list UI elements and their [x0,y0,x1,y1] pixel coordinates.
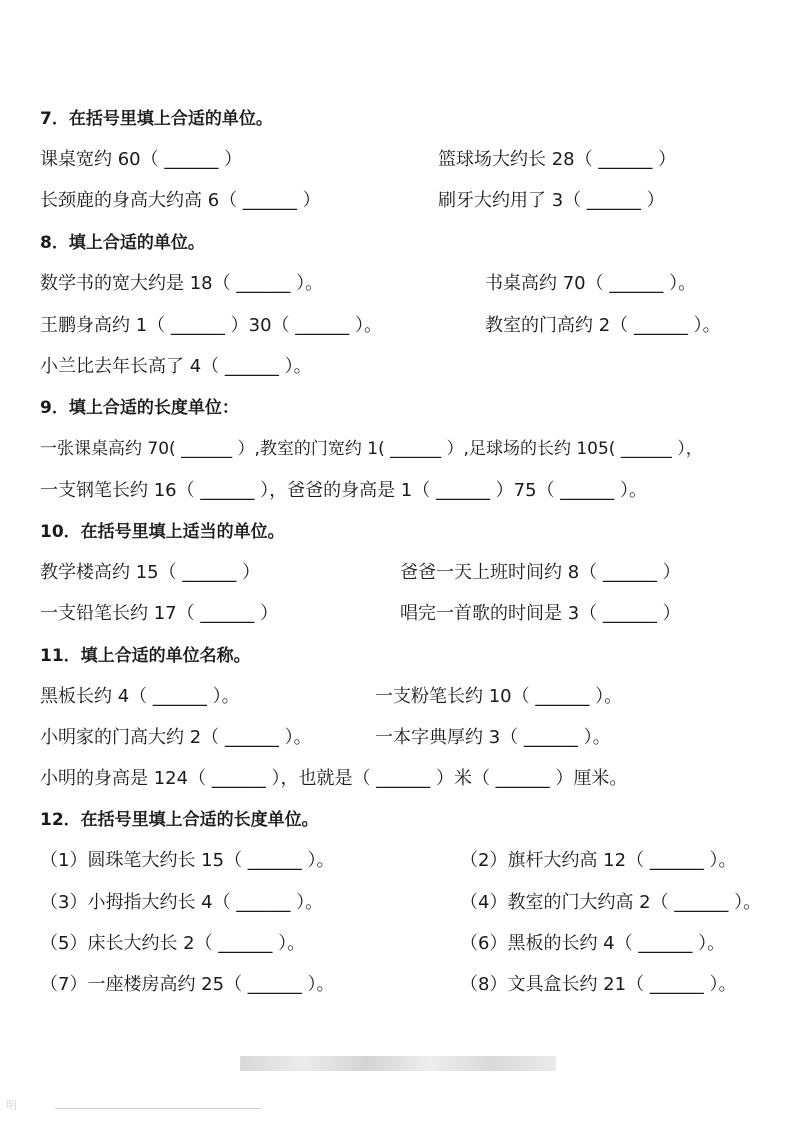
q10-item-a: 教学楼高约 15（ ______ ） [40,562,261,583]
q12-item-7: （7）一座楼房高约 25（ ______ ）。 [40,974,335,995]
q9-item-b: 一支钢笔长约 16（ ______ ），爸爸的身高是 1（ ______ ）75（ ______ ）。 [40,480,648,501]
q8-item-a: 数学书的宽大约是 18（ ______ ）。 [40,273,324,294]
q12-item-3: （3）小拇指大约长 4（ ______ ）。 [40,892,324,913]
q11-item-c: 小明家的门高大约 2（ ______ ）。 [40,727,312,748]
q12-item-2: （2）旗杆大约高 12（ ______ ）。 [460,850,737,871]
q10-item-d: 唱完一首歌的时间是 3（ ______ ） [400,603,681,624]
q12-item-8: （8）文具盒长约 21（ ______ ）。 [460,974,737,995]
q7-heading: 7．在括号里填上合适的单位。 [40,109,273,129]
q8-item-c: 王鹏身高约 1（ ______ ）30（ ______ ）。 [40,315,382,336]
q11-item-e: 小明的身高是 124（ ______ ），也就是（ ______ ）米（ ______ ）厘米。 [40,768,628,789]
q12-item-4: （4）教室的门大约高 2（ ______ ）。 [460,892,762,913]
q12-heading: 12．在括号里填上合适的长度单位。 [40,810,319,830]
q10-heading: 10．在括号里填上适当的单位。 [40,522,285,542]
q11-item-a: 黑板长约 4（ ______ ）。 [40,686,240,707]
q11-heading: 11．填上合适的单位名称。 [40,646,251,666]
q8-item-b: 书桌高约 70（ ______ ）。 [485,273,697,294]
q12-item-1: （1）圆珠笔大约长 15（ ______ ）。 [40,850,335,871]
q11-item-b: 一支粉笔长约 10（ ______ ）。 [375,686,623,707]
q9-heading: 9．填上合适的长度单位： [40,398,239,418]
q12-item-5: （5）床长大约长 2（ ______ ）。 [40,933,306,954]
q8-item-d: 教室的门高约 2（ ______ ）。 [485,315,721,336]
q7-item-d: 刷牙大约用了 3（ ______ ） [438,190,665,211]
q12-item-6: （6）黑板的长约 4（ ______ ）。 [460,933,726,954]
q9-item-a: 一张课桌高约 70( ______ ）,教室的门宽约 1( ______ ）,足球场的长约 105( ______ ）， [40,439,703,459]
footer-divider [55,1108,261,1109]
q8-item-e: 小兰比去年长高了 4（ ______ ）。 [40,356,312,377]
q10-item-c: 一支铅笔长约 17（ ______ ） [40,603,279,624]
q11-item-d: 一本字典厚约 3（ ______ ）。 [375,727,611,748]
q8-heading: 8．填上合适的单位。 [40,233,205,253]
q10-item-b: 爸爸一天上班时间约 8（ ______ ） [400,562,681,583]
q7-item-b: 篮球场大约长 28（ ______ ） [438,149,677,170]
blurred-watermark-bar [240,1056,556,1071]
footer-mark: 明 [6,1099,17,1112]
q7-item-c: 长颈鹿的身高大约高 6（ ______ ） [40,190,321,211]
q7-item-a: 课桌宽约 60（ ______ ） [40,149,243,170]
